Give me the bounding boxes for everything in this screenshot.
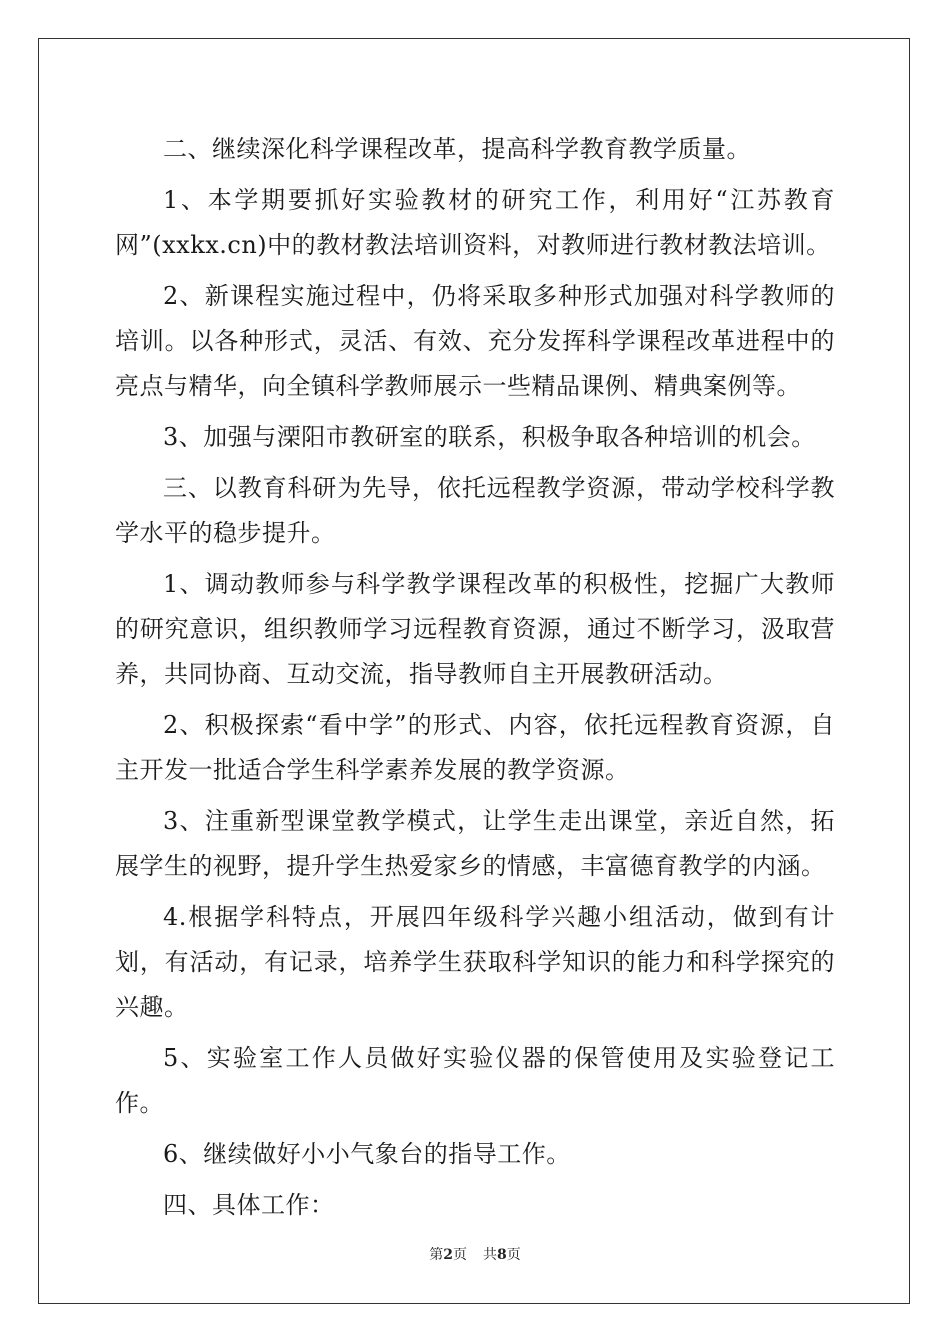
paragraph-item: 4.根据学科特点，开展四年级科学兴趣小组活动，做到有计划，有活动，有记录，培养学生获取科学知识的能力和科学探究的兴趣。 [115,903,835,1021]
paragraph-section-3-heading: 三、以教育科研为先导，依托远程教学资源，带动学校科学教学水平的稳步提升。 [115,474,835,547]
paragraph-item: 6、继续做好小小气象台的指导工作。 [163,1140,571,1168]
paragraph-item: 5、实验室工作人员做好实验仪器的保管使用及实验登记工作。 [115,1044,835,1117]
paragraph-item: 2、积极探索“看中学”的形式、内容，依托远程教育资源，自主开发一批适合学生科学素养发展的教学资源。 [115,711,835,784]
document-body [115,127,835,1234]
paragraph-item: 1、本学期要抓好实验教材的研究工作，利用好“江苏教育网”(xxkx.cn)中的教材教法培训资料，对教师进行教材教法培训。 [115,186,835,259]
paragraph-item: 1、调动教师参与科学教学课程改革的积极性，挖掘广大教师的研究意识，组织教师学习远程教育资源，通过不断学习，汲取营养，共同协商、互动交流，指导教师自主开展教研活动。 [115,570,835,688]
paragraph-section-4-heading: 四、具体工作： [163,1191,335,1219]
paragraph-section-2-heading: 二、继续深化科学课程改革，提高科学教育教学质量。 [163,135,751,163]
page-footer [0,1244,950,1264]
page-number: 第2页 [429,1247,467,1263]
page-total: 共8页 [483,1247,521,1263]
paragraph-item: 3、加强与溧阳市教研室的联系，积极争取各种培训的机会。 [163,423,816,451]
paragraph-item: 3、注重新型课堂教学模式，让学生走出课堂，亲近自然，拓展学生的视野，提升学生热爱家乡的情感，丰富德育教学的内涵。 [115,807,835,880]
paragraph-item: 2、新课程实施过程中，仍将采取多种形式加强对科学教师的培训。以各种形式，灵活、有效、充分发挥科学课程改革进程中的亮点与精华，向全镇科学教师展示一些精品课例、精典案例等。 [115,282,835,400]
